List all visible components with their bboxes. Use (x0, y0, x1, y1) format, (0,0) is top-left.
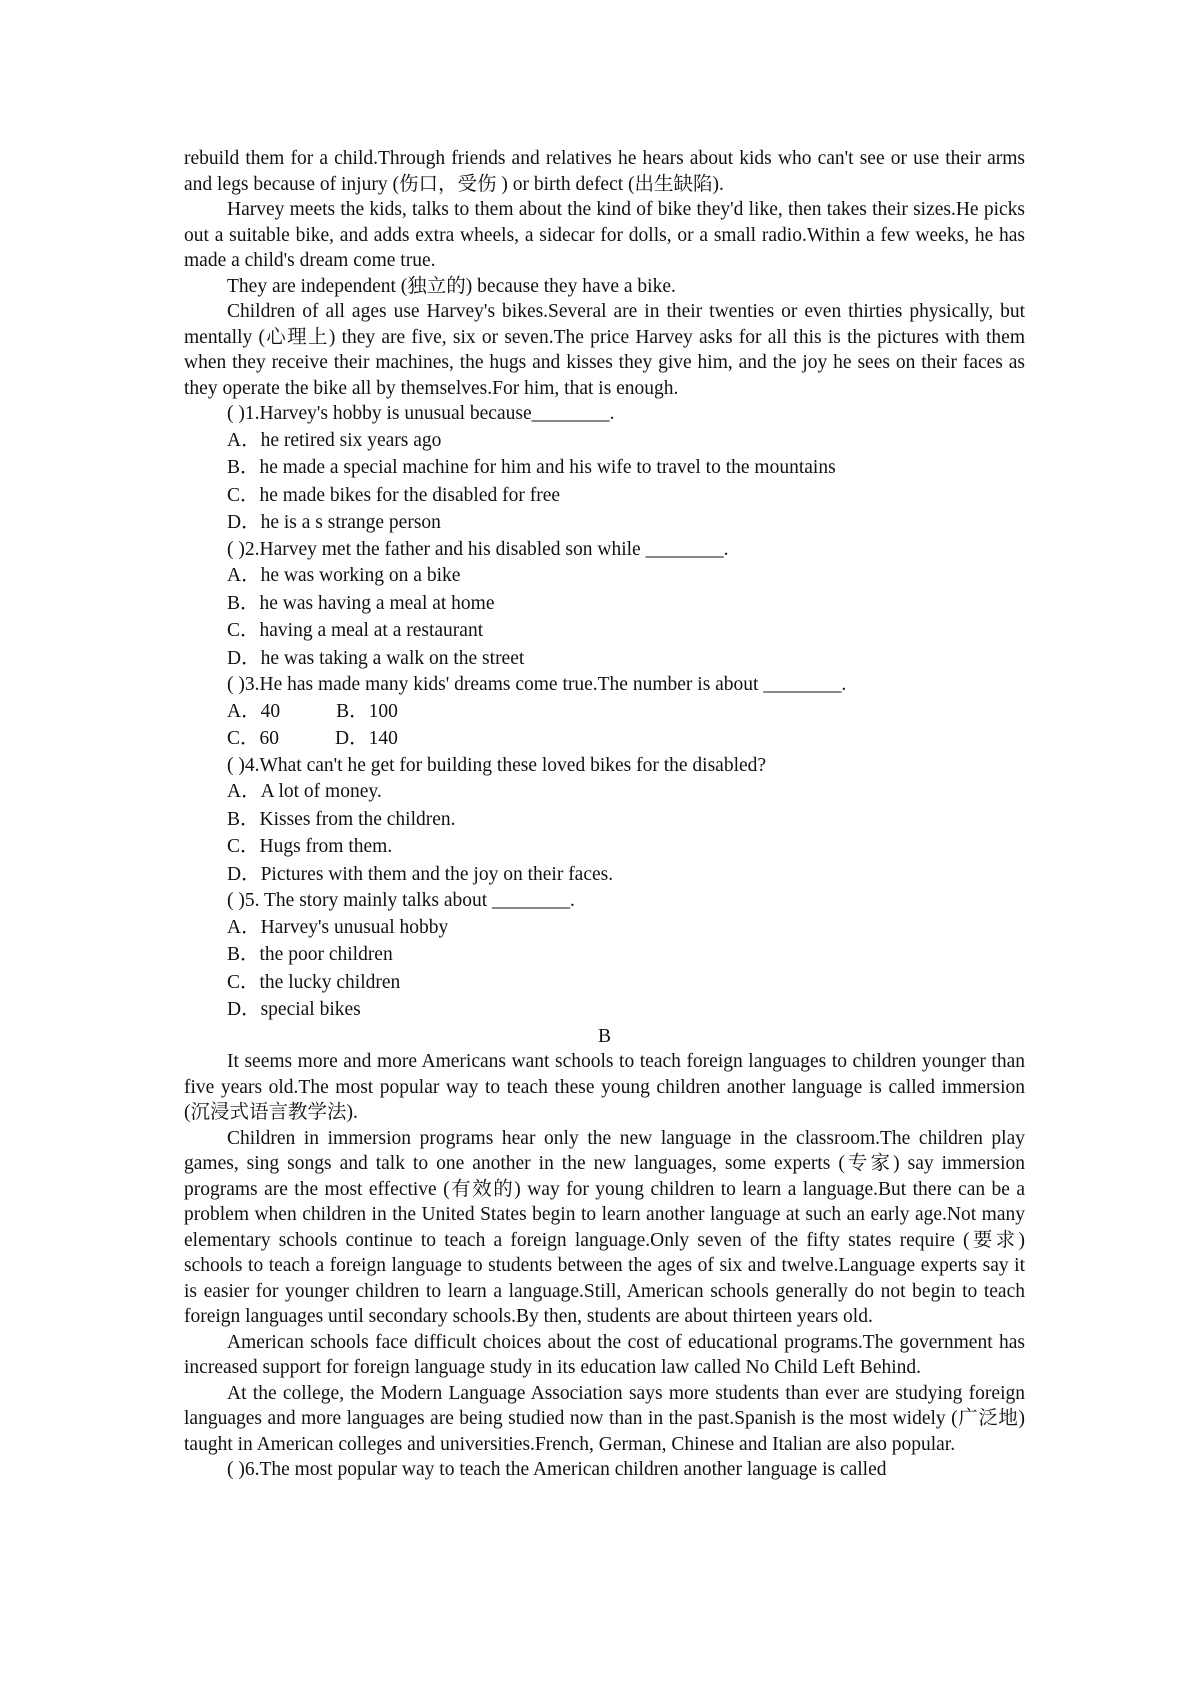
answer-option-row (184, 698, 1025, 726)
paragraph: Children of all ages use Harvey's bikes.Several are in their twenties or even thirties physically, but mentally (心理上) they are five, six or seven.The price Harvey asks for all this is the pictures with them when they receive their machines, the hugs and kisses they give him, and the joy he sees on their faces as they operate the bike all by themselves.For him, that is enough. (184, 301, 1025, 399)
section-heading: B (597, 1025, 611, 1047)
answer-option: B．Kisses from the children. (227, 808, 456, 830)
paragraph: They are independent (独立的) because they have a bike. (227, 275, 676, 297)
answer-option: D．140 (335, 728, 398, 749)
answer-option: C．having a meal at a restaurant (227, 620, 484, 641)
question-5 (184, 888, 1025, 1024)
answer-option-row (184, 725, 1025, 753)
paragraph: Harvey meets the kids, talks to them about the kind of bike they'd like, then takes their sizes.He picks out a suitable bike, and adds extra wheels, a sidecar for dolls, or a small radio.Within a few weeks, he has made a child's dream come true. (184, 199, 1025, 271)
paragraph: It seems more and more Americans want schools to teach foreign languages to children younger than five years old.The most popular way to teach these young children another language is called immersion (沉浸式语言教学法). (184, 1051, 1025, 1123)
answer-option: B．he was having a meal at home (227, 592, 495, 614)
question-stem: ( )6.The most popular way to teach the American children another language is called (227, 1459, 887, 1480)
answer-option: D．he was taking a walk on the street (227, 647, 525, 669)
paragraph: At the college, the Modern Language Association says more students than ever are studying foreign languages and more languages are being studied now than in the past.Spanish is the most widely (广泛地) taught in American colleges and universities.French, German, Chinese and Italian are also popular. (184, 1382, 1025, 1455)
question-stem: ( )1.Harvey's hobby is unusual because________. (227, 403, 615, 424)
question-stem: ( )3.He has made many kids' dreams come true.The number is about ________. (227, 674, 847, 695)
answer-option: D．he is a s strange person (227, 512, 441, 533)
answer-option: C．the lucky children (227, 971, 401, 993)
answer-option: A．40 (227, 700, 281, 722)
answer-option: A．A lot of money. (227, 781, 382, 802)
answer-option: C．he made bikes for the disabled for free (227, 484, 561, 506)
answer-option: A．Harvey's unusual hobby (227, 916, 449, 938)
page-content (184, 146, 1025, 1483)
answer-option: C．60 (227, 728, 280, 749)
question-stem: ( )5. The story mainly talks about ________. (227, 890, 575, 911)
question-stem: ( )2.Harvey met the father and his disabled son while ________. (227, 538, 729, 560)
paragraph: American schools face difficult choices about the cost of educational programs.The government has increased support for foreign language study in its education law called No Child Left Behind. (184, 1331, 1025, 1378)
answer-option: B．he made a special machine for him and his wife to travel to the mountains (227, 457, 836, 478)
question-2 (184, 537, 1025, 673)
answer-option: A．he was working on a bike (227, 565, 461, 586)
paragraph: Children in immersion programs hear only the new language in the classroom.The children play games, sing songs and talk to one another in the new languages, some experts (专家) say immersion programs are the most effective (有效的) way for young children to learn a language.But there can be a problem when children in the United States begin to learn another language at such an early age.Not many elementary schools continue to teach a foreign language.Only seven of the fifty states require (要求) schools to teach a foreign language to students between the ages of six and twelve.Language experts say it is easier for younger children to learn a language.Still, American schools generally do not begin to teach foreign languages until secondary schools.By then, students are about thirteen years old. (184, 1127, 1025, 1327)
answer-option: D．Pictures with them and the joy on their faces. (227, 863, 614, 885)
answer-option: B．the poor children (227, 944, 393, 965)
answer-option: D．special bikes (227, 999, 361, 1020)
paragraph: rebuild them for a child.Through friends and relatives he hears about kids who can't see or use their arms and legs because of injury (伤口，受伤 ) or birth defect (出生缺陷). (184, 148, 1025, 195)
question-4 (184, 753, 1025, 889)
question-stem: ( )4.What can't he get for building these loved bikes for the disabled? (227, 754, 767, 776)
question-3 (184, 672, 1025, 753)
answer-option: B．100 (336, 700, 398, 722)
answer-option: A．he retired six years ago (227, 429, 442, 451)
answer-option: C．Hugs from them. (227, 836, 393, 857)
question-1 (184, 401, 1025, 537)
